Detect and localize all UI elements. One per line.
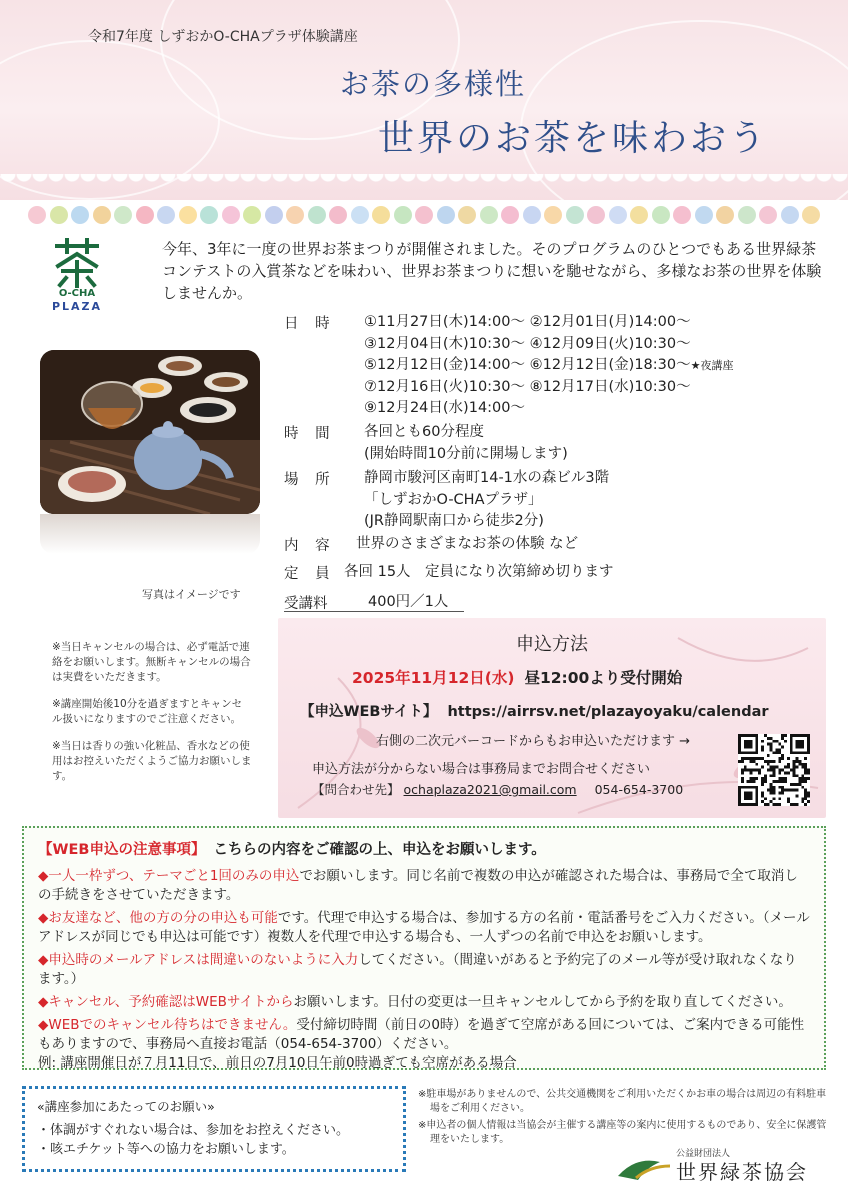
web-note-emphasis: ◆一人一枠ずつ、テーマごと1回のみの申込 [38, 868, 300, 884]
decor-dot [566, 206, 584, 224]
decor-dot [759, 206, 777, 224]
web-note-item [38, 867, 810, 905]
ocha-plaza-logo [46, 238, 108, 326]
capacity-label: 定 員 [284, 566, 336, 582]
place-line: (JR静岡駅南口から徒歩2分) [364, 513, 544, 529]
contact-phone: 054-654-3700 [594, 782, 684, 797]
duration-line: 各回とも60分程度 [364, 424, 484, 440]
web-note-text: してください。（間違いがあると予約完了のメール等が受け取れなくなります。） [38, 952, 797, 987]
web-note-emphasis: ◆申込時のメールアドレスは間違いのないように入力 [38, 952, 359, 968]
web-note-text: でお願いします。同じ名前で複数の申込が確認された場合は、事務局で全て取消しの手続きをさせていただきます。 [38, 868, 798, 903]
tea-leaf-icon [616, 1152, 672, 1182]
web-note-text: です。代理で申込する場合は、参加する方の名前・電話番号をご入力ください。（メールアドレスが同じでも申込は可能です）複数人を代理で申込する場合も、一人ずつの名前で申込をお願いします。 [38, 910, 810, 945]
decor-dot [673, 206, 691, 224]
datetime-line [364, 355, 734, 377]
decor-dot [200, 206, 218, 224]
photo-reflection [40, 514, 260, 554]
decor-dot [394, 206, 412, 224]
decor-dot [695, 206, 713, 224]
decor-dot [308, 206, 326, 224]
footer-note-item: ※駐車場がありませんので、公共交通機関をご利用いただくかお車の場合は周辺の有料駐車場をご利用ください。 [418, 1089, 827, 1114]
web-note-example [38, 1054, 810, 1073]
fee-value: 400円／1人 [368, 594, 449, 610]
datetime-values [364, 312, 734, 420]
web-note-item [38, 1016, 810, 1054]
note-item: ※当日は香りの強い化粧品、香水などの使用はお控えいただくようご協力お願いします。 [52, 740, 252, 782]
application-box [278, 618, 826, 818]
decor-dot [50, 206, 68, 224]
decor-dot [523, 206, 541, 224]
decor-dot [265, 206, 283, 224]
decor-dot [738, 206, 756, 224]
apply-web-url[interactable]: https://airrsv.net/plazayoyaku/calendar [447, 704, 769, 720]
decor-dot [480, 206, 498, 224]
decor-dot [458, 206, 476, 224]
decor-dot [544, 206, 562, 224]
decor-dot [351, 206, 369, 224]
duration-line: (開始時間10分前に開場します) [364, 445, 568, 462]
place-line: 静岡市駿河区南町14-1水の森ビル3階 [364, 470, 610, 486]
web-notes-heading-red: 【WEB申込の注意事項】 [38, 842, 206, 858]
decor-dot [71, 206, 89, 224]
datetime-line-text: ⑤12月12日(金)14:00～ ⑥12月12日(金)18:30～ [364, 357, 691, 373]
web-note-emphasis: ◆WEBでのキャンセル待ちはできません。 [38, 1017, 297, 1033]
series-label: 令和7年度 しずおかO-CHAプラザ体験講座 [88, 29, 358, 45]
datetime-line: ③12月04日(木)10:30～ ④12月09日(火)10:30～ [364, 335, 691, 352]
decor-dot [415, 206, 433, 224]
place-line: 「しずおかO-CHAプラザ」 [364, 491, 543, 508]
qr-note: 右側の二次元バーコードからもお申込いただけます → [376, 734, 691, 749]
datetime-line: ⑨12月24日(水)14:00～ [364, 400, 526, 416]
decor-dot [93, 206, 111, 224]
participation-requests [22, 1086, 406, 1172]
tea-set-illustration [40, 350, 260, 514]
note-item: ※当日キャンセルの場合は、必ず電話で連絡をお願いします。無断キャンセルの場合は実費をいただきます。 [52, 641, 251, 683]
datetime-line: ①11月27日(木)14:00～ ②12月01日(月)14:00～ [364, 314, 691, 330]
datetime-line: ⑦12月16日(火)10:30～ ⑧12月17日(水)10:30～ [364, 378, 691, 395]
fee-label: 受講料 [284, 596, 328, 612]
contact-email-link[interactable]: ochaplaza2021@gmail.com [403, 782, 577, 797]
web-note-item [38, 909, 810, 947]
apply-web [300, 700, 769, 721]
decor-dot [630, 206, 648, 224]
decor-dot [437, 206, 455, 224]
decor-dot [802, 206, 820, 224]
decor-dot [652, 206, 670, 224]
footer-notes [418, 1088, 828, 1150]
web-notes-heading [38, 838, 810, 859]
web-note-item [38, 993, 810, 1012]
decor-dot [157, 206, 175, 224]
decor-dot [609, 206, 627, 224]
content-label: 内 容 [284, 538, 336, 554]
decor-dot [781, 206, 799, 224]
night-session-note: ★夜講座 [690, 359, 734, 372]
logo-text-ocha: O-CHA [58, 288, 96, 299]
web-note-item [38, 951, 810, 989]
decor-dot [28, 206, 46, 224]
logo-text-plaza: PLAZA [51, 300, 103, 313]
tea-photo [40, 350, 260, 514]
content-value: 世界のさまざまなお茶の体験 など [356, 536, 579, 552]
contact-label: 【問合わせ先】 [312, 782, 400, 797]
web-note-emphasis: ◆キャンセル、予約確認はWEBサイトから [38, 994, 294, 1010]
organization-logo [616, 1146, 826, 1186]
apply-web-label: 【申込WEBサイト】 [300, 704, 438, 720]
decor-dot [222, 206, 240, 224]
decor-dot [114, 206, 132, 224]
fee-row [284, 592, 464, 612]
organization-name: 世界緑茶協会 [676, 1160, 808, 1184]
datetime-label: 日 時 [284, 316, 336, 332]
apply-date-text: 2025年11月12日(水) [352, 669, 515, 687]
request-item: ・体調がすぐれない場合は、参加をお控えください。 [37, 1123, 350, 1138]
footer-note-item: ※申込者の個人情報は当協会が主催する講座等の案内に使用するものであり、安全に保護管理をいたします。 [418, 1120, 827, 1145]
decor-dot [136, 206, 154, 224]
capacity-value: 各回 15人 定員になり次第締め切ります [344, 564, 614, 580]
decor-dot [716, 206, 734, 224]
decor-dots [28, 206, 828, 226]
page-title-line1: お茶の多様性 [340, 67, 527, 101]
header-band [0, 0, 848, 200]
web-note-text: 受付締切時間（前日の0時）を過ぎて空席がある回については、ご案内できる可能性もありますので、事務局へ直接お電話（054-654-3700）ください。 [38, 1017, 805, 1052]
web-application-notes [22, 826, 826, 1070]
place-values [364, 468, 609, 533]
decor-dot [179, 206, 197, 224]
duration-values [364, 422, 568, 465]
qr-code[interactable] [738, 734, 810, 806]
page-title-line2: 世界のお茶を味わおう [378, 118, 769, 159]
photo-caption: 写真はイメージです [142, 588, 241, 601]
duration-label: 時 間 [284, 426, 336, 442]
decor-dot [286, 206, 304, 224]
note-item: ※講座開始後10分を過ぎますとキャンセル扱いになりますのでご注意ください。 [52, 698, 243, 725]
intro-text: 今年、3年に一度の世界お茶まつりが開催されました。そのプログラムのひとつでもある世界緑茶コンテストの入賞茶などを味わい、世界お茶まつりに想いを馳せながら、多様なお茶の世界を体験しませんか。 [162, 240, 822, 302]
decor-dot [372, 206, 390, 224]
web-note-emphasis: ◆お友達など、他の方の分の申込も可能 [38, 910, 278, 926]
request-item: ・咳エチケット等への協力をお願いします。 [37, 1142, 295, 1157]
apply-time-text: 昼12:00より受付開始 [524, 669, 683, 687]
apply-title: 申込方法 [516, 634, 588, 655]
contact-info [312, 780, 683, 798]
decor-dot [501, 206, 519, 224]
apply-start-date [352, 666, 682, 688]
cancellation-notes [52, 640, 252, 796]
apply-help-text: 申込方法が分からない場合は事務局までお問合せください [312, 762, 651, 777]
decor-dot [587, 206, 605, 224]
tea-kanji-icon [54, 238, 100, 288]
lace-border [0, 174, 848, 200]
place-label: 場 所 [284, 472, 336, 488]
web-note-text: 例: 講座開催日が７月11日で、前日の7月10日午前0時過ぎても空席がある場合 [38, 1055, 517, 1071]
organization-type: 公益財団法人 [676, 1149, 731, 1159]
decor-dot [243, 206, 261, 224]
requests-title: «講座参加にあたってのお願い» [37, 1099, 215, 1114]
web-note-text: お願いします。日付の変更は一旦キャンセルしてから予約を取り直してください。 [293, 994, 792, 1010]
decor-dot [329, 206, 347, 224]
web-notes-heading-rest: こちらの内容をご確認の上、申込をお願いします。 [213, 842, 546, 858]
